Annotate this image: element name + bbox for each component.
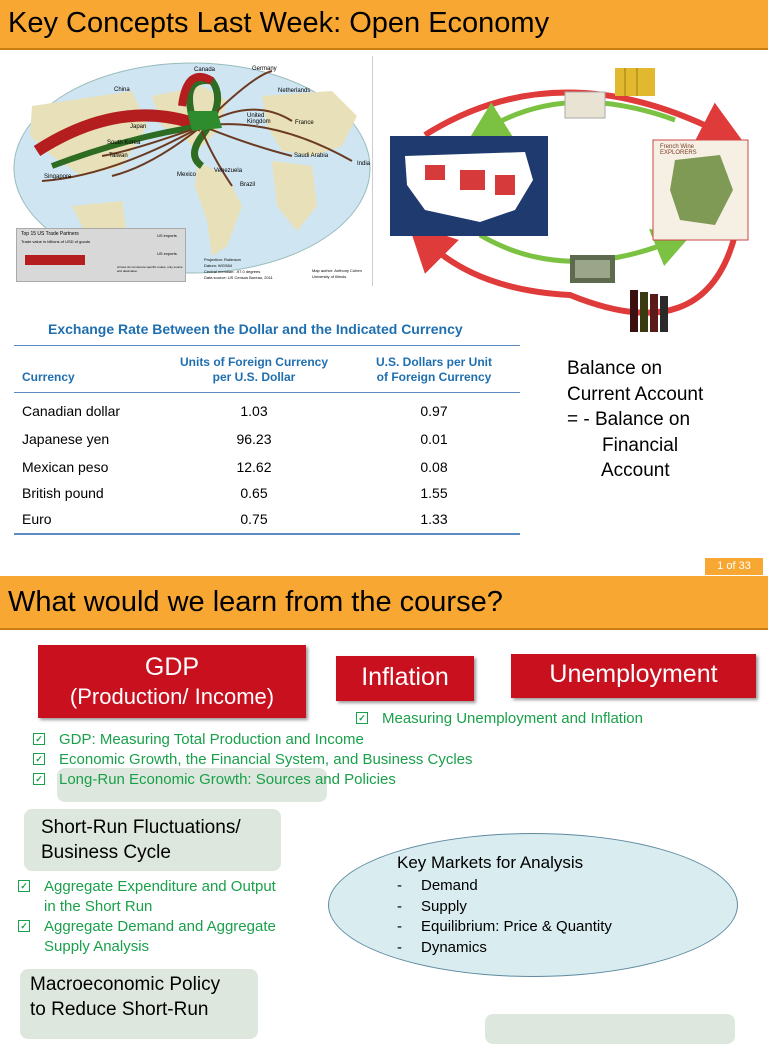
inflation-box xyxy=(336,656,474,701)
partial-box xyxy=(485,1014,735,1044)
slide2-title: What would we learn from the course? xyxy=(8,586,503,618)
checkbox-icon: ✓ xyxy=(18,920,30,932)
cell-currency: Mexican peso xyxy=(22,459,109,475)
exchange-table-header xyxy=(14,346,520,393)
macro-line-1: Macroeconomic Policy xyxy=(30,974,221,995)
balance-line-2: Current Account xyxy=(567,383,704,405)
header-usd-l2: of Foreign Currency xyxy=(376,370,492,384)
gdp-box xyxy=(38,645,306,718)
table-row xyxy=(14,399,520,427)
list-item xyxy=(33,770,473,790)
list-item-text: Demand xyxy=(421,877,478,894)
balance-statement xyxy=(567,356,703,484)
checkbox-icon: ✓ xyxy=(33,773,45,785)
map-label-china: China xyxy=(114,87,130,93)
cell-foreign: 0.75 xyxy=(240,511,268,527)
key-markets-ellipse xyxy=(328,833,738,977)
trade-cycle-diagram xyxy=(385,60,760,340)
inflation-label: Inflation xyxy=(361,663,449,691)
map-legend-arrow xyxy=(25,255,85,265)
exchange-table-title: Exchange Rate Between the Dollar and the Indicated Currency xyxy=(48,321,463,337)
slide1-title: Key Concepts Last Week: Open Economy xyxy=(8,7,550,39)
measuring-text: Measuring Unemployment and Inflation xyxy=(382,710,643,727)
map-label-india: India xyxy=(357,161,371,167)
table-row xyxy=(14,481,520,507)
key-markets-list xyxy=(397,876,612,958)
shortrun-topic-list xyxy=(18,877,276,957)
list-item-text: Aggregate Expenditure and Output xyxy=(44,878,276,895)
map-label-south-korea: South Korea xyxy=(107,140,141,146)
map-legend xyxy=(16,228,186,282)
header-usd-l1: U.S. Dollars per Unit xyxy=(375,355,493,369)
checkbox-icon: ✓ xyxy=(356,712,368,724)
cell-usd: 0.97 xyxy=(420,403,448,419)
map-label-france: France xyxy=(295,120,314,126)
slide2-title-banner xyxy=(0,576,768,630)
gdp-title: GDP xyxy=(144,653,200,681)
shortrun-line-2: Business Cycle xyxy=(41,842,171,863)
list-item-text: Long-Run Economic Growth: Sources and Policies xyxy=(59,771,396,788)
header-currency: Currency xyxy=(22,370,75,384)
map-legend-exports: US exports xyxy=(157,251,177,256)
map-datum: Datum: WGS84 xyxy=(204,263,233,268)
list-item-text: in the Short Run xyxy=(44,898,153,915)
map-author: Map author: Anthony Cohen xyxy=(312,268,362,273)
list-item-text: GDP: Measuring Total Production and Income xyxy=(59,731,364,748)
gdp-subtitle: (Production/ Income) xyxy=(69,684,275,709)
list-item-text: Aggregate Demand and Aggregate xyxy=(44,918,276,935)
list-item-text: Supply xyxy=(421,897,467,915)
list-item: - Demand xyxy=(397,877,478,894)
trade-cycle-arrows xyxy=(385,60,760,340)
map-label-taiwan: Taiwan xyxy=(109,153,128,159)
cell-foreign: 12.62 xyxy=(236,459,272,475)
table-row xyxy=(14,427,520,455)
checkbox-icon: ✓ xyxy=(33,753,45,765)
map-projection: Projection: Robinson xyxy=(204,257,241,262)
map-label-brazil: Brazil xyxy=(240,182,256,188)
checkbox-icon: ✓ xyxy=(18,880,30,892)
cell-currency: Euro xyxy=(22,511,52,527)
header-foreign-l1: Units of Foreign Currency xyxy=(179,355,328,369)
map-label-canada: Canada xyxy=(194,67,216,73)
map-legend-subtitle: Trade value in billions of USD of goods xyxy=(21,239,90,244)
wine-book-label: French Wine EXPLORERS xyxy=(660,144,697,156)
list-item-text: Equilibrium: Price & Quantity xyxy=(421,918,612,935)
list-item xyxy=(18,877,276,897)
cell-foreign: 1.03 xyxy=(240,403,268,419)
map-source: Data source: US Census Bureau, 2011 xyxy=(204,275,273,280)
gdp-topic-list xyxy=(33,730,473,790)
map-legend-title: Top 15 US Trade Partners xyxy=(21,231,79,237)
cell-usd: 0.08 xyxy=(420,459,448,475)
table-row xyxy=(14,507,520,533)
exchange-table xyxy=(14,345,520,535)
unemployment-box xyxy=(511,654,756,698)
checkbox-icon: ✓ xyxy=(33,733,45,745)
list-item xyxy=(33,750,473,770)
map-label-mexico: Mexico xyxy=(177,172,197,178)
balance-line-5: Account xyxy=(601,460,670,481)
list-item-text: Supply Analysis xyxy=(44,938,150,955)
cell-currency: Canadian dollar xyxy=(22,403,121,419)
map-legend-imports: US imports xyxy=(157,233,177,238)
cell-foreign: 0.65 xyxy=(240,485,268,501)
balance-line-4: Financial xyxy=(602,434,679,456)
map-meridian: Central meridian: -97.0 degrees xyxy=(204,269,261,274)
list-item xyxy=(18,897,276,917)
balance-line-1: Balance on xyxy=(567,358,663,379)
macro-policy-box xyxy=(20,969,258,1039)
list-item: - Supply xyxy=(397,897,467,915)
map-label-saudi-arabia: Saudi Arabia xyxy=(294,153,329,159)
macro-line-2: to Reduce Short-Run xyxy=(30,999,209,1020)
map-author-univ: University of Illinois xyxy=(312,274,347,279)
list-item: - Dynamics xyxy=(397,938,487,956)
list-item xyxy=(18,937,276,957)
list-item xyxy=(33,730,473,750)
slide1-title-banner xyxy=(0,0,768,50)
list-item xyxy=(18,917,276,937)
list-item: - Equilibrium: Price & Quantity xyxy=(397,918,612,935)
map-label-venezuela: Venezuela xyxy=(214,168,243,174)
map-label-netherlands: Netherlands xyxy=(278,88,311,94)
table-row xyxy=(14,455,520,481)
map-label-germany: Germany xyxy=(252,66,277,72)
cell-usd: 0.01 xyxy=(420,431,448,447)
cell-usd: 1.33 xyxy=(420,511,448,527)
map-label-japan: Japan xyxy=(130,124,147,130)
list-item-text: Economic Growth, the Financial System, and Business Cycles xyxy=(59,751,473,768)
header-foreign-l2: per U.S. Dollar xyxy=(212,370,296,384)
list-item-text: Dynamics xyxy=(421,938,487,956)
map-label-uk: United Kingdom xyxy=(247,113,271,125)
shortrun-box xyxy=(24,809,281,871)
map-label-singapore: Singapore xyxy=(44,174,72,180)
key-markets-title: Key Markets for Analysis xyxy=(397,853,584,872)
cell-foreign: 96.23 xyxy=(236,431,272,447)
cell-usd: 1.55 xyxy=(420,485,448,501)
measuring-item xyxy=(356,709,643,729)
map-legend-note: Arrows do not denote specific routes, only source and destination xyxy=(117,265,183,273)
cell-currency: Japanese yen xyxy=(22,431,110,447)
page-indicator: 1 of 33 xyxy=(705,558,763,575)
balance-line-3: = - Balance on xyxy=(567,409,691,430)
unemployment-label: Unemployment xyxy=(549,660,718,688)
shortrun-line-1: Short-Run Fluctuations/ xyxy=(41,817,241,838)
trade-map xyxy=(12,56,373,286)
cell-currency: British pound xyxy=(22,485,104,501)
